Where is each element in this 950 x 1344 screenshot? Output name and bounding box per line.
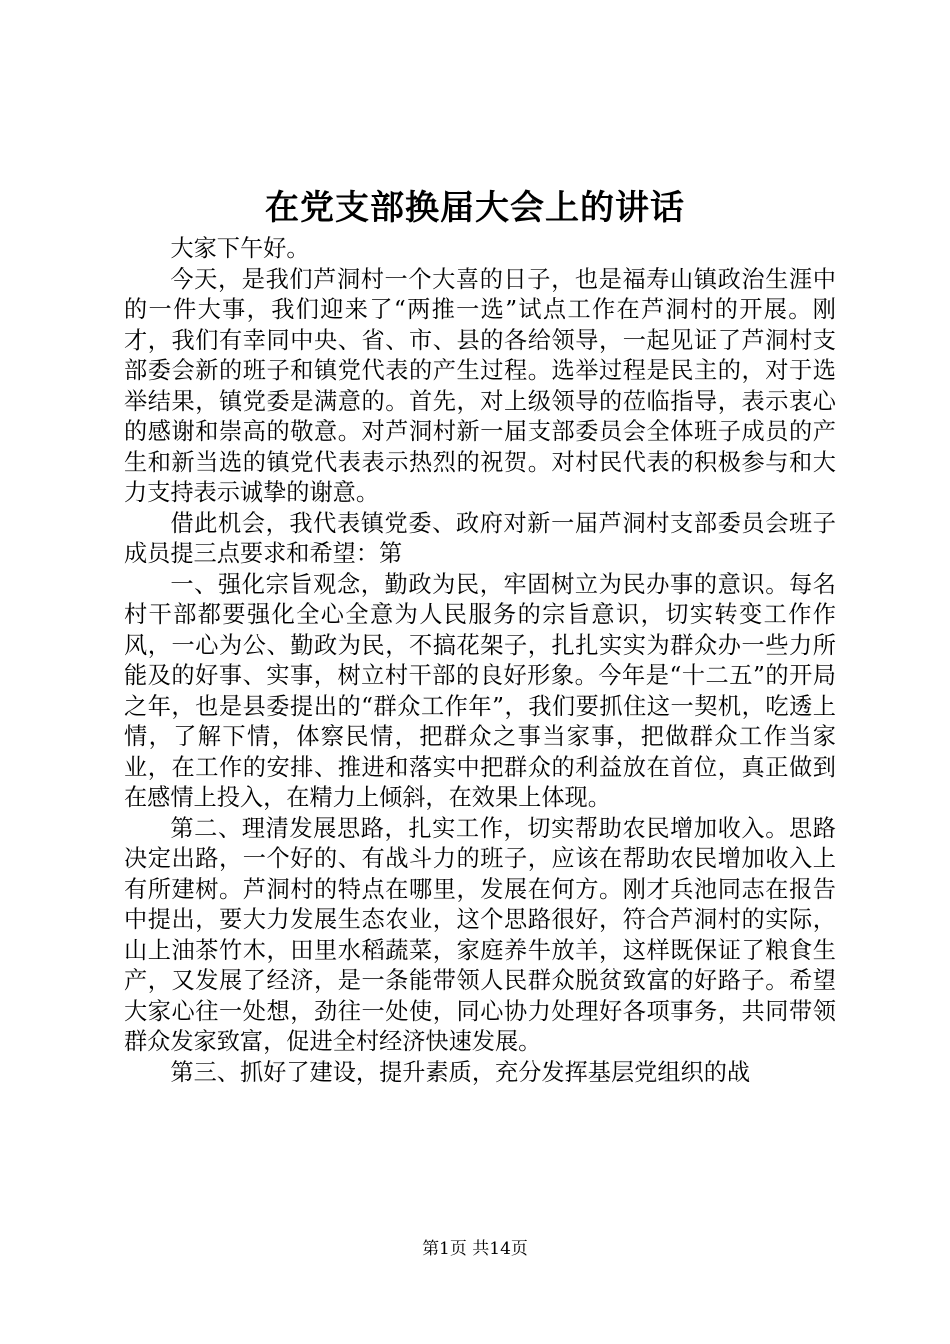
document-body [124, 234, 836, 1088]
paragraph-point-two: 第二、理清发展思路，扎实工作，切实帮助农民增加收入。思路决定出路，一个好的、有战斗力的班子，应该在帮助农民增加收入上有所建树。芦洞村的特点在哪里，发展在何方。刚才兵池同志在报告中提出，要大力发展生态农业，这个思路很好，符合芦洞村的实际，山上油茶竹木，田里水稻蔬菜，家庭养牛放羊，这样既保证了粮食生产，又发展了经济，是一条能带领人民群众脱贫致富的好路子。希望大家心往一处想，劲往一处使，同心协力处理好各项事务，共同带领群众发家致富，促进全村经济快速发展。 [124, 814, 836, 1055]
paragraph-greeting: 大家下午好。 [170, 235, 310, 262]
paragraph-requirements-intro: 借此机会，我代表镇党委、政府对新一届芦洞村支部委员会班子成员提三点要求和希望：第 [124, 509, 836, 567]
paragraph-point-three: 第三、抓好了建设，提升素质，充分发挥基层党组织的战 [170, 1058, 751, 1086]
paragraph-opening: 今天，是我们芦洞村一个大喜的日子，也是福寿山镇政治生涯中的一件大事，我们迎来了“两推一选”试点工作在芦洞村的开展。刚才，我们有幸同中央、省、市、县的各给领导，一起见证了芦洞村支部委会新的班子和镇党代表的产生过程。选举过程是民主的，对于选举结果，镇党委是满意的。首先，对上级领导的莅临指导，表示衷心的感谢和崇高的敬意。对芦洞村新一届支部委员会全体班子成员的产生和新当选的镇党代表表示热烈的祝贺。对村民代表的积极参与和大力支持表示诚挚的谢意。 [124, 265, 836, 506]
page-number-footer: 第1页 共14页 [422, 1239, 528, 1259]
document-title: 在党支部换届大会上的讲话 [265, 188, 685, 228]
paragraph-point-one: 一、强化宗旨观念，勤政为民，牢固树立为民办事的意识。每名村干部都要强化全心全意为人民服务的宗旨意识，切实转变工作作风，一心为公、勤政为民，不搞花架子，扎扎实实为群众办一些力所能及的好事、实事，树立村干部的良好形象。今年是“十二五”的开局之年，也是县委提出的“群众工作年”，我们要抓住这一契机，吃透上情，了解下情，体察民情，把群众之事当家事，把做群众工作当家业，在工作的安排、推进和落实中把群众的利益放在首位，真正做到在感情上投入，在精力上倾斜，在效果上体现。 [124, 570, 836, 811]
